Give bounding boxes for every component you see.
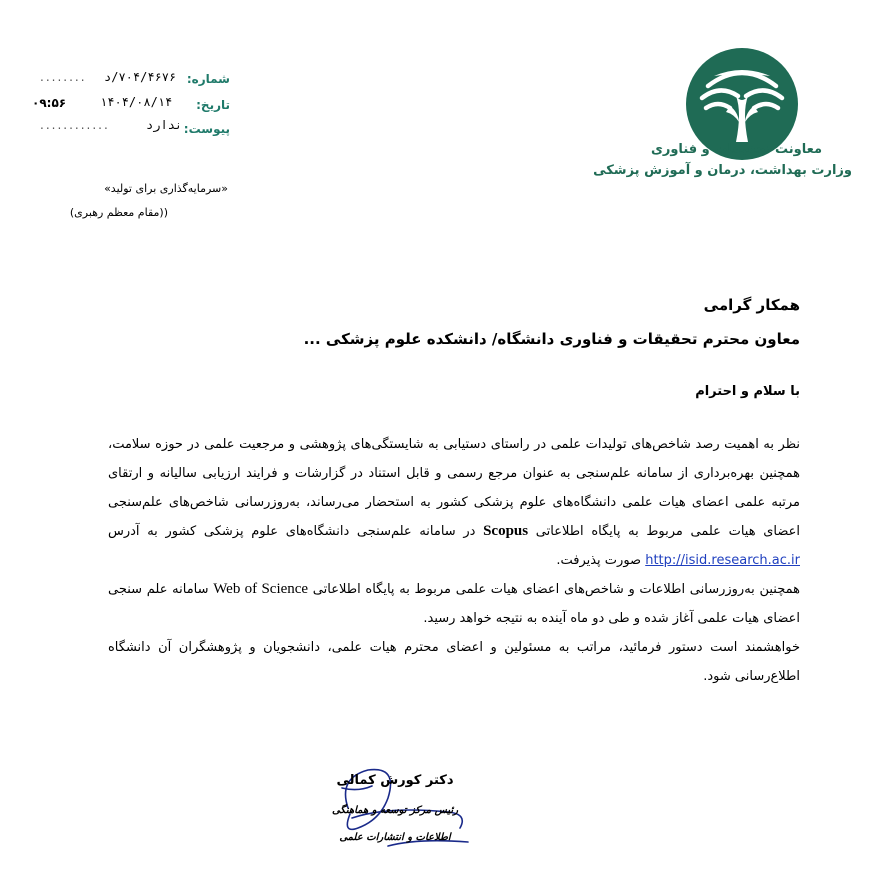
- number-label: شماره:: [186, 72, 230, 86]
- motto-attribution: ((مقام معظم رهبری): [69, 206, 168, 219]
- greeting: با سلام و احترام: [695, 384, 800, 399]
- date-value: ۱۴۰۴/۰۸/۱۴: [100, 95, 173, 109]
- time-value: ۰۹:۵۶: [32, 96, 67, 110]
- attachment-value: ندارد: [146, 118, 183, 132]
- p1-text: نظر به اهمیت رصد شاخص‌های تولیدات علمی در راستای دستیابی به شایستگی‌های پژوهشی و مرجعیت علمی در حوزه سلامت، همچنین بهره‌برداری از سامانه علم‌سنجی به عنوان مرجع رسمی و قابل استناد در گزارشات و فرایند ارزیابی سالیانه و ارتقای مرتبه علمی اعضای هیات علمی دانشگاه‌های علوم پزشکی کشور به استحضار می‌رساند، به‌روزرسانی شاخص‌های علم‌سنجی اعضای هیات علمی مربوط به پایگاه اطلاعاتی: [108, 437, 800, 539]
- org-name-line1: معاونت تحقیقات و فناوری: [650, 142, 822, 157]
- p1-text3: صورت پذیرفت.: [556, 553, 642, 568]
- isid-link[interactable]: http://isid.research.ac.ir: [645, 553, 800, 568]
- salutation: همکار گرامی: [703, 296, 800, 314]
- p2-text: همچنین به‌روزرسانی اطلاعات و شاخص‌های اعضای هیات علمی مربوط به پایگاه اطلاعاتی: [312, 582, 800, 597]
- attachment-label: پیوست:: [183, 122, 230, 136]
- scopus-term: Scopus: [483, 523, 529, 539]
- attachment-dots: ............: [40, 118, 110, 132]
- motto-quote: «سرمایه‌گذاری برای تولید»: [104, 182, 228, 195]
- p1-text2: در سامانه علم‌سنجی دانشگاه‌های علوم پزشکی کشور به آدرس: [108, 524, 476, 539]
- body-paragraph-2: [108, 575, 800, 633]
- body-paragraph-1: [108, 430, 800, 575]
- date-label: تاریخ:: [196, 98, 230, 112]
- recipient: معاون محترم تحقیقات و فناوری دانشگاه/ دانشکده علوم پزشکی ...: [303, 330, 800, 348]
- p2-text2: سامانه علم سنجی اعضای هیات علمی آغاز شده و طی دو ماه آینده به نتیجه خواهد رسید.: [108, 582, 800, 626]
- number-value: ۷۰۴/۴۶۷۶/د: [104, 70, 177, 84]
- signatory-title-line1: رئیس مرکز توسعه و هماهنگی: [331, 805, 459, 816]
- number-dots: ........: [40, 70, 87, 84]
- wos-term: Web of Science: [213, 581, 309, 597]
- signatory-title-line2: اطلاعات و انتشارات علمی: [339, 832, 451, 843]
- body-paragraph-3: خواهشمند است دستور فرمائید، مراتب به مسئولین و اعضای محترم هیات علمی، دانشجویان و پژوهشگران آن دانشگاه اطلاع‌رسانی شود.: [108, 640, 800, 684]
- signatory-name: دکتر کورش کمالی: [336, 773, 454, 788]
- org-name-line2: وزارت بهداشت، درمان و آموزش پزشکی: [593, 163, 852, 178]
